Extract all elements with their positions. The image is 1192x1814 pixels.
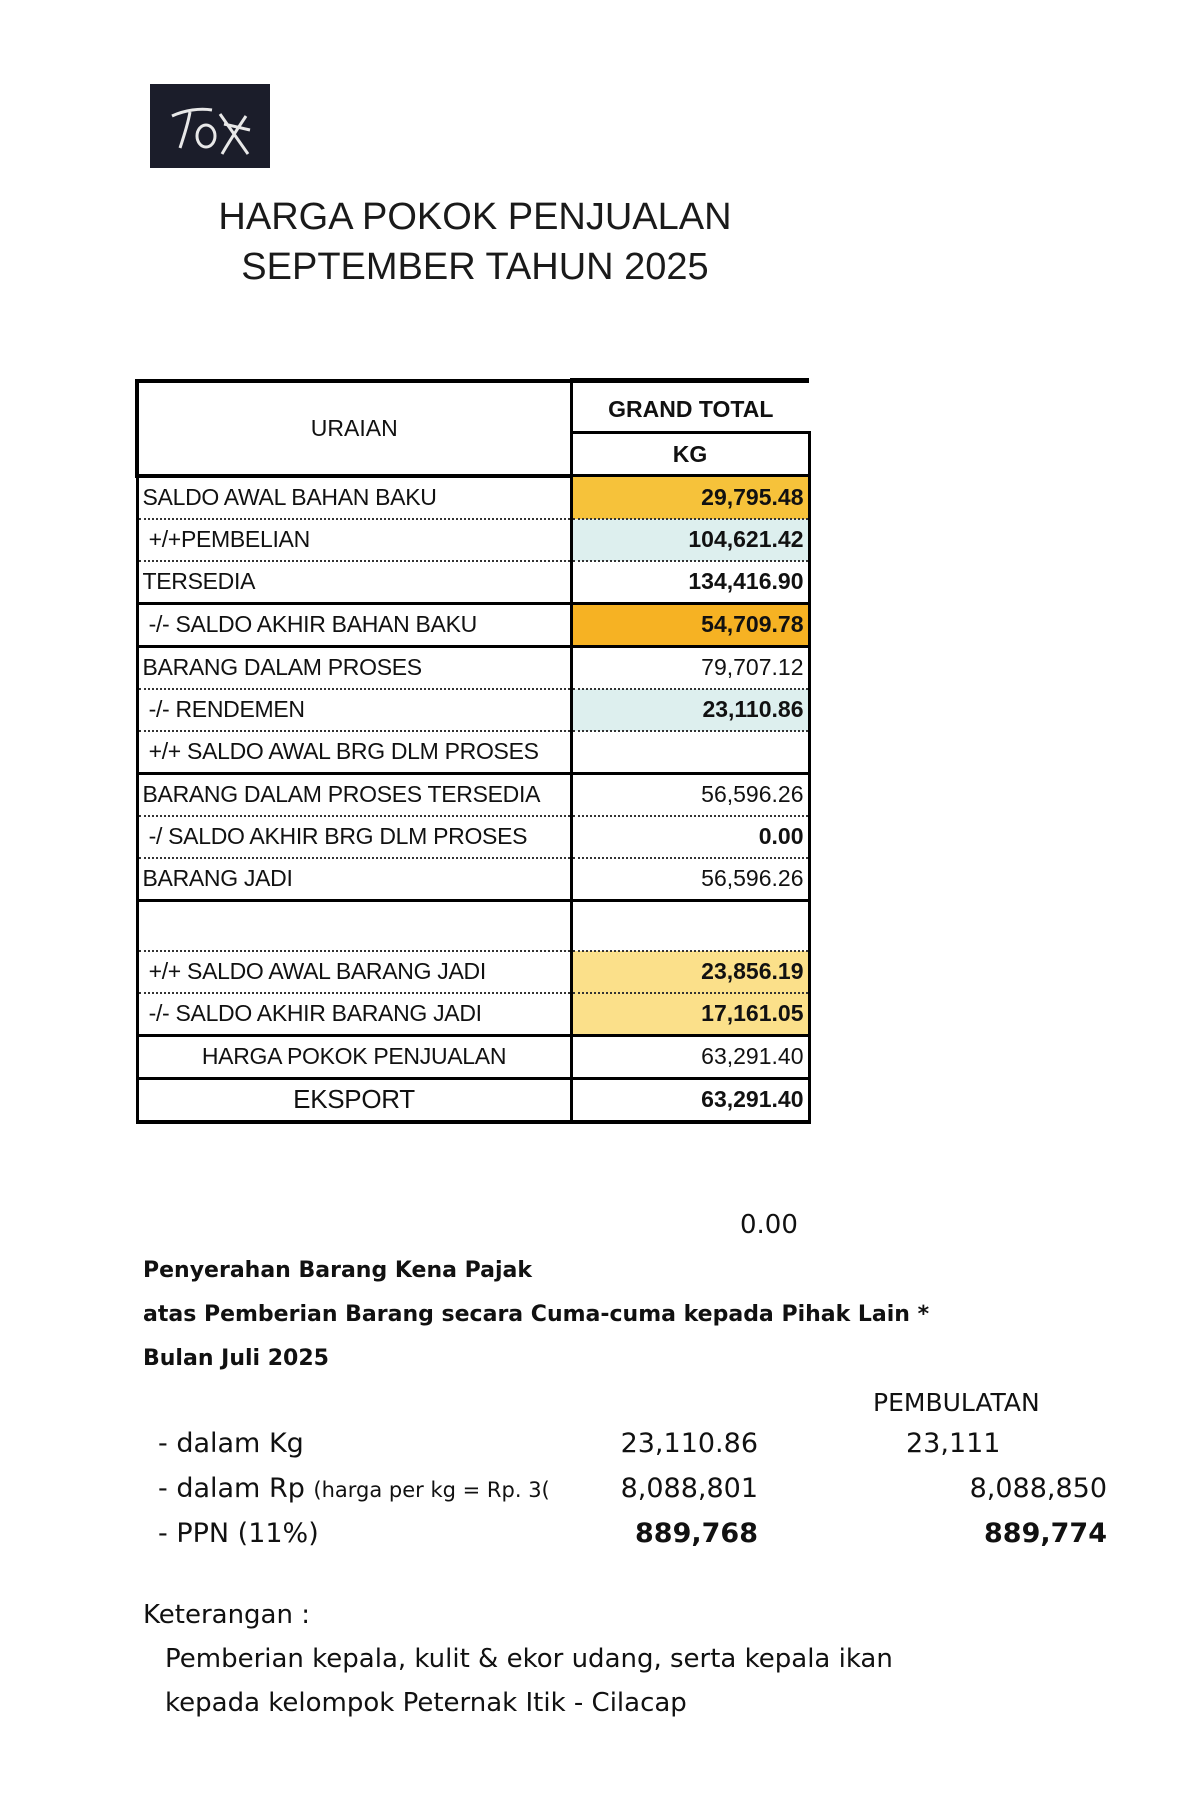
row-label: -/- RENDEMEN [137,689,571,731]
pkp-heading-1: Penyerahan Barang Kena Pajak [143,1258,533,1283]
pkp-row-value: 8,088,801 [620,1473,758,1504]
pkp-row-ppn [158,1518,1118,1558]
row-label: EKSPORT [137,1078,571,1122]
row-label: +/+ SALDO AWAL BARANG JADI [137,951,571,993]
company-logo [150,84,270,168]
pkp-row-label: - dalam Rp (harga per kg = Rp. 3( [158,1473,550,1504]
row-value [571,900,809,951]
header-grand-total: GRAND TOTAL [571,381,809,433]
pkp-row-rounded: 889,774 [984,1518,1107,1549]
row-value: 0.00 [571,816,809,858]
pkp-row-label: - dalam Kg [158,1428,304,1459]
row-value: 23,110.86 [571,689,809,731]
pkp-row-rounded: 23,111 [906,1428,1001,1459]
row-value: 56,596.26 [571,858,809,901]
row-label: +/+ SALDO AWAL BRG DLM PROSES [137,731,571,774]
pkp-row-rp [158,1473,1118,1513]
row-value: 56,596.26 [571,773,809,816]
table-row [137,476,809,519]
row-value: 63,291.40 [571,1078,809,1122]
pkp-heading-3: Bulan Juli 2025 [143,1346,329,1371]
row-value: 17,161.05 [571,993,809,1036]
pkp-heading-2: atas Pemberian Barang secara Cuma-cuma kepada Pihak Lain * [143,1302,930,1327]
row-label: BARANG DALAM PROSES TERSEDIA [137,773,571,816]
table-row [137,689,809,731]
pkp-row-rounded: 8,088,850 [969,1473,1107,1504]
page-title: HARGA POKOK PENJUALAN [218,196,732,238]
pembulatan-header: PEMBULATAN [873,1388,1040,1417]
pkp-row-value: 23,110.86 [620,1428,758,1459]
row-label: BARANG DALAM PROSES [137,646,571,689]
header-uraian: URAIAN [137,381,571,476]
table-row [137,900,809,951]
table-row [137,1078,809,1122]
page-subtitle: SEPTEMBER TAHUN 2025 [241,246,709,288]
pkp-row-note: (harga per kg = Rp. 3( [313,1478,550,1502]
row-value: 63,291.40 [571,1035,809,1078]
table-row [137,731,809,774]
row-label: BARANG JADI [137,858,571,901]
table-row [137,993,809,1036]
table-row [137,1035,809,1078]
row-value: 29,795.48 [571,476,809,519]
row-label: TERSEDIA [137,561,571,604]
keterangan-label: Keterangan : [143,1600,310,1630]
row-value: 134,416.90 [571,561,809,604]
table-row [137,646,809,689]
pkp-row-label: - PPN (11%) [158,1518,319,1549]
row-label: HARGA POKOK PENJUALAN [137,1035,571,1078]
table-row [137,773,809,816]
table-row [137,816,809,858]
table-row [137,951,809,993]
hpp-table [135,378,811,1124]
row-label: -/ SALDO AKHIR BRG DLM PROSES [137,816,571,858]
row-value: 104,621.42 [571,519,809,561]
row-label: -/- SALDO AKHIR BAHAN BAKU [137,603,571,646]
keterangan-line-1: Pemberian kepala, kulit & ekor udang, serta kepala ikan [165,1644,893,1674]
row-value: 54,709.78 [571,603,809,646]
row-label [137,900,571,951]
row-label: SALDO AWAL BAHAN BAKU [137,476,571,519]
table-row [137,858,809,901]
below-table-value: 0.00 [740,1210,798,1240]
row-value: 23,856.19 [571,951,809,993]
row-label: -/- SALDO AKHIR BARANG JADI [137,993,571,1036]
row-value: 79,707.12 [571,646,809,689]
pkp-row-value: 889,768 [635,1518,758,1549]
keterangan-line-2: kepada kelompok Peternak Itik - Cilacap [165,1688,687,1718]
header-unit: KG [571,433,809,476]
row-value [571,731,809,774]
table-row [137,603,809,646]
logo-signature [150,84,270,168]
pkp-row-kg [158,1428,1118,1468]
row-label: +/+PEMBELIAN [137,519,571,561]
table-row [137,519,809,561]
table-row [137,561,809,604]
